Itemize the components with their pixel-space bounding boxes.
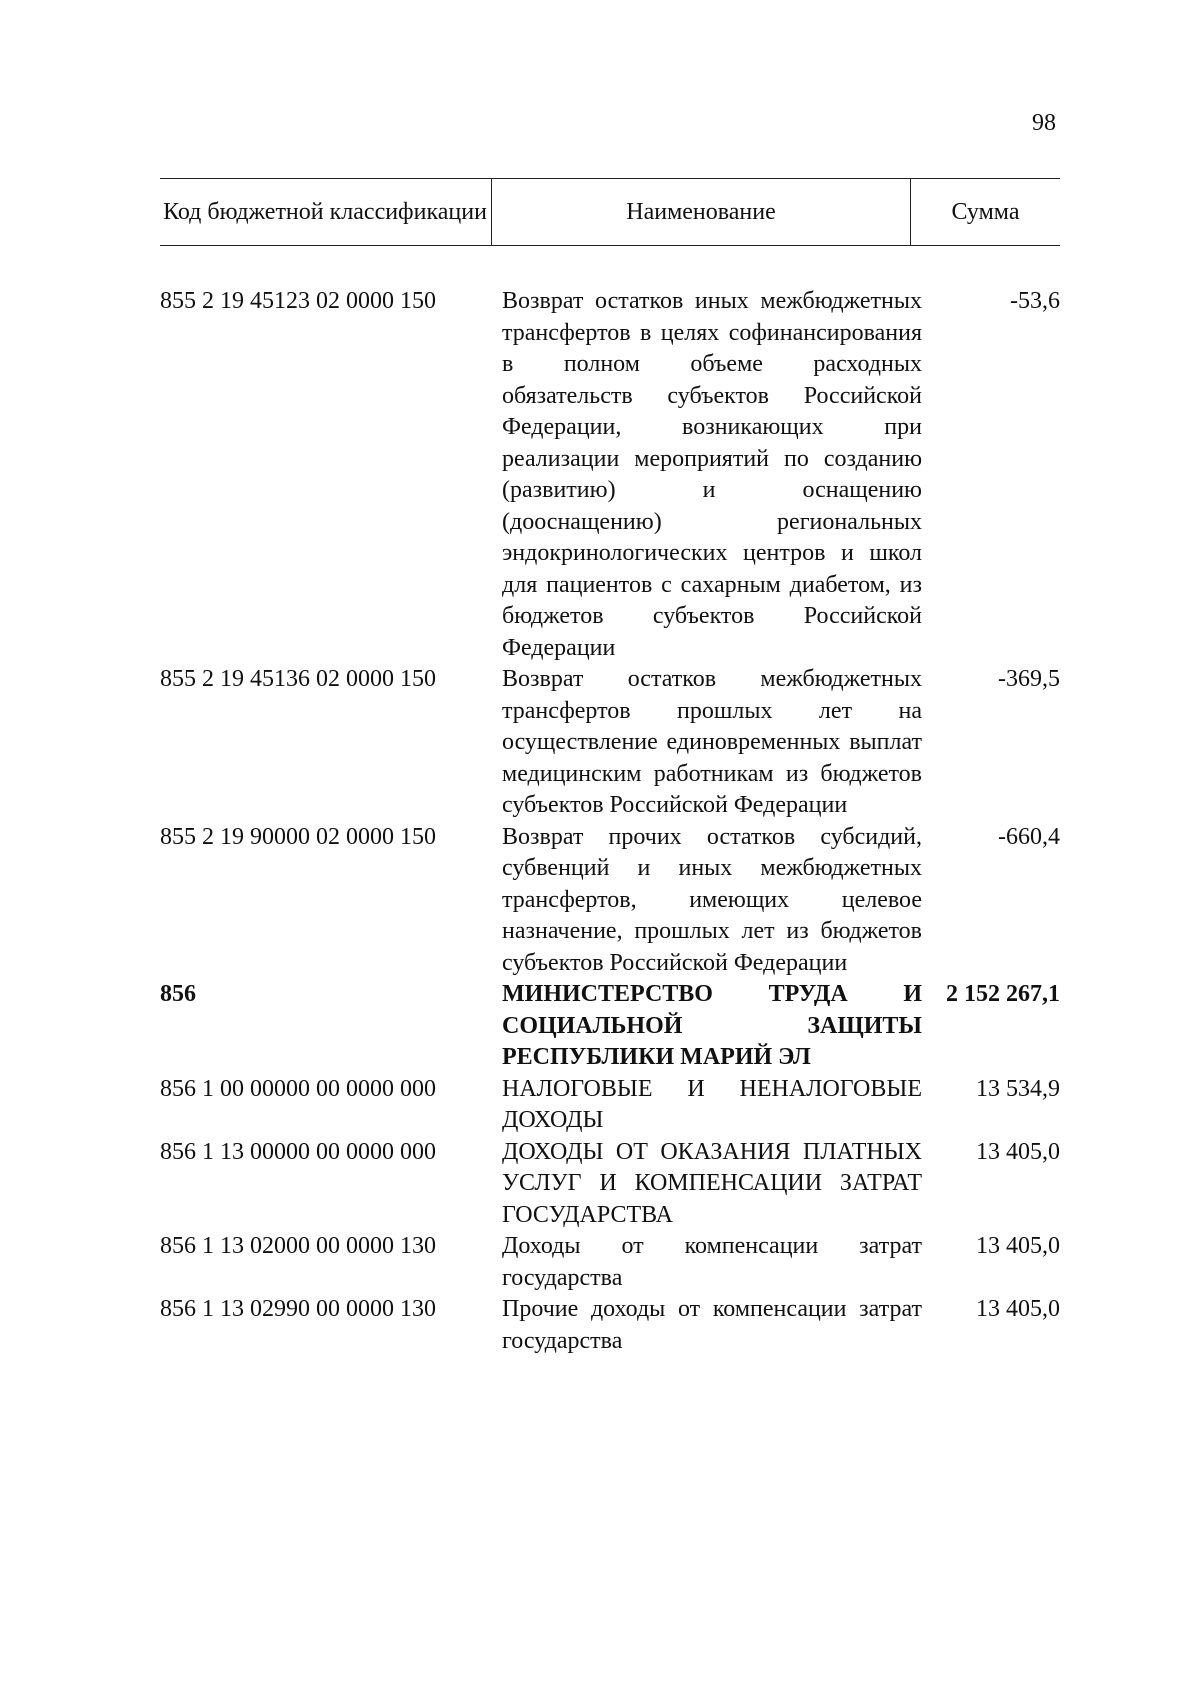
table-row — [160, 822, 1060, 980]
row-code: 856 1 00 00000 00 0000 000 — [160, 1075, 436, 1102]
table-row — [160, 1294, 1060, 1357]
row-sum: -53,6 — [1010, 288, 1060, 314]
row-code: 856 — [160, 981, 196, 1007]
table-row-ministry — [160, 979, 1060, 1074]
header-sum: Сумма — [951, 198, 1020, 225]
page-number: 98 — [1032, 110, 1056, 136]
row-name: Возврат прочих остатков субсидий, субвенций и иных межбюджетных трансфертов, имеющих целевое назначение, прошлых лет из бюджетов субъектов Российской Федерации — [502, 823, 922, 976]
row-code: 856 1 13 02990 00 0000 130 — [160, 1296, 436, 1322]
row-code: 855 2 19 45136 02 0000 150 — [160, 666, 436, 692]
row-sum: 13 405,0 — [976, 1233, 1060, 1259]
row-sum: 13 534,9 — [976, 1075, 1060, 1102]
header-code: Код бюджетной классификации — [163, 198, 487, 225]
row-sum: -369,5 — [998, 666, 1060, 692]
row-sum: 13 405,0 — [976, 1296, 1060, 1322]
table-row — [160, 1074, 1060, 1137]
table-body — [160, 286, 1060, 1357]
table-row — [160, 286, 1060, 664]
row-code: 855 2 19 45123 02 0000 150 — [160, 288, 436, 314]
row-code: 855 2 19 90000 02 0000 150 — [160, 823, 436, 850]
header-name: Наименование — [491, 179, 911, 245]
row-name: Доходы от компенсации затрат государства — [502, 1233, 922, 1291]
row-sum: 13 405,0 — [976, 1138, 1060, 1165]
row-name: Возврат остатков межбюджетных трансфертов прошлых лет на осуществление единовременных выплат медицинским работникам из бюджетов субъектов Российской Федерации — [502, 666, 922, 818]
row-name: НАЛОГОВЫЕ И НЕНАЛОГОВЫЕ ДОХОДЫ — [502, 1075, 922, 1133]
table-header — [160, 178, 1060, 246]
row-name: МИНИСТЕРСТВО ТРУДА И СОЦИАЛЬНОЙ ЗАЩИТЫ РЕСПУБЛИКИ МАРИЙ ЭЛ — [502, 981, 922, 1070]
table-row — [160, 1137, 1060, 1232]
row-code: 856 1 13 02000 00 0000 130 — [160, 1233, 436, 1259]
row-name: Прочие доходы от компенсации затрат государства — [502, 1296, 922, 1354]
table-row — [160, 1231, 1060, 1294]
table-row — [160, 664, 1060, 822]
row-name: Возврат остатков иных межбюджетных трансфертов в целях софинансирования в полном объеме расходных обязательств субъектов Российской Федерации, возникающих при реализации мероприятий по созданию (развитию) и оснащению (дооснащению) региональных эндокринологических центров и школ для пациентов с сахарным диабетом, из бюджетов субъектов Российской Федерации — [502, 288, 922, 661]
row-code: 856 1 13 00000 00 0000 000 — [160, 1138, 436, 1165]
row-sum: -660,4 — [998, 823, 1060, 850]
row-name: ДОХОДЫ ОТ ОКАЗАНИЯ ПЛАТНЫХ УСЛУГ И КОМПЕНСАЦИИ ЗАТРАТ ГОСУДАРСТВА — [502, 1138, 922, 1228]
row-sum: 2 152 267,1 — [946, 981, 1060, 1007]
